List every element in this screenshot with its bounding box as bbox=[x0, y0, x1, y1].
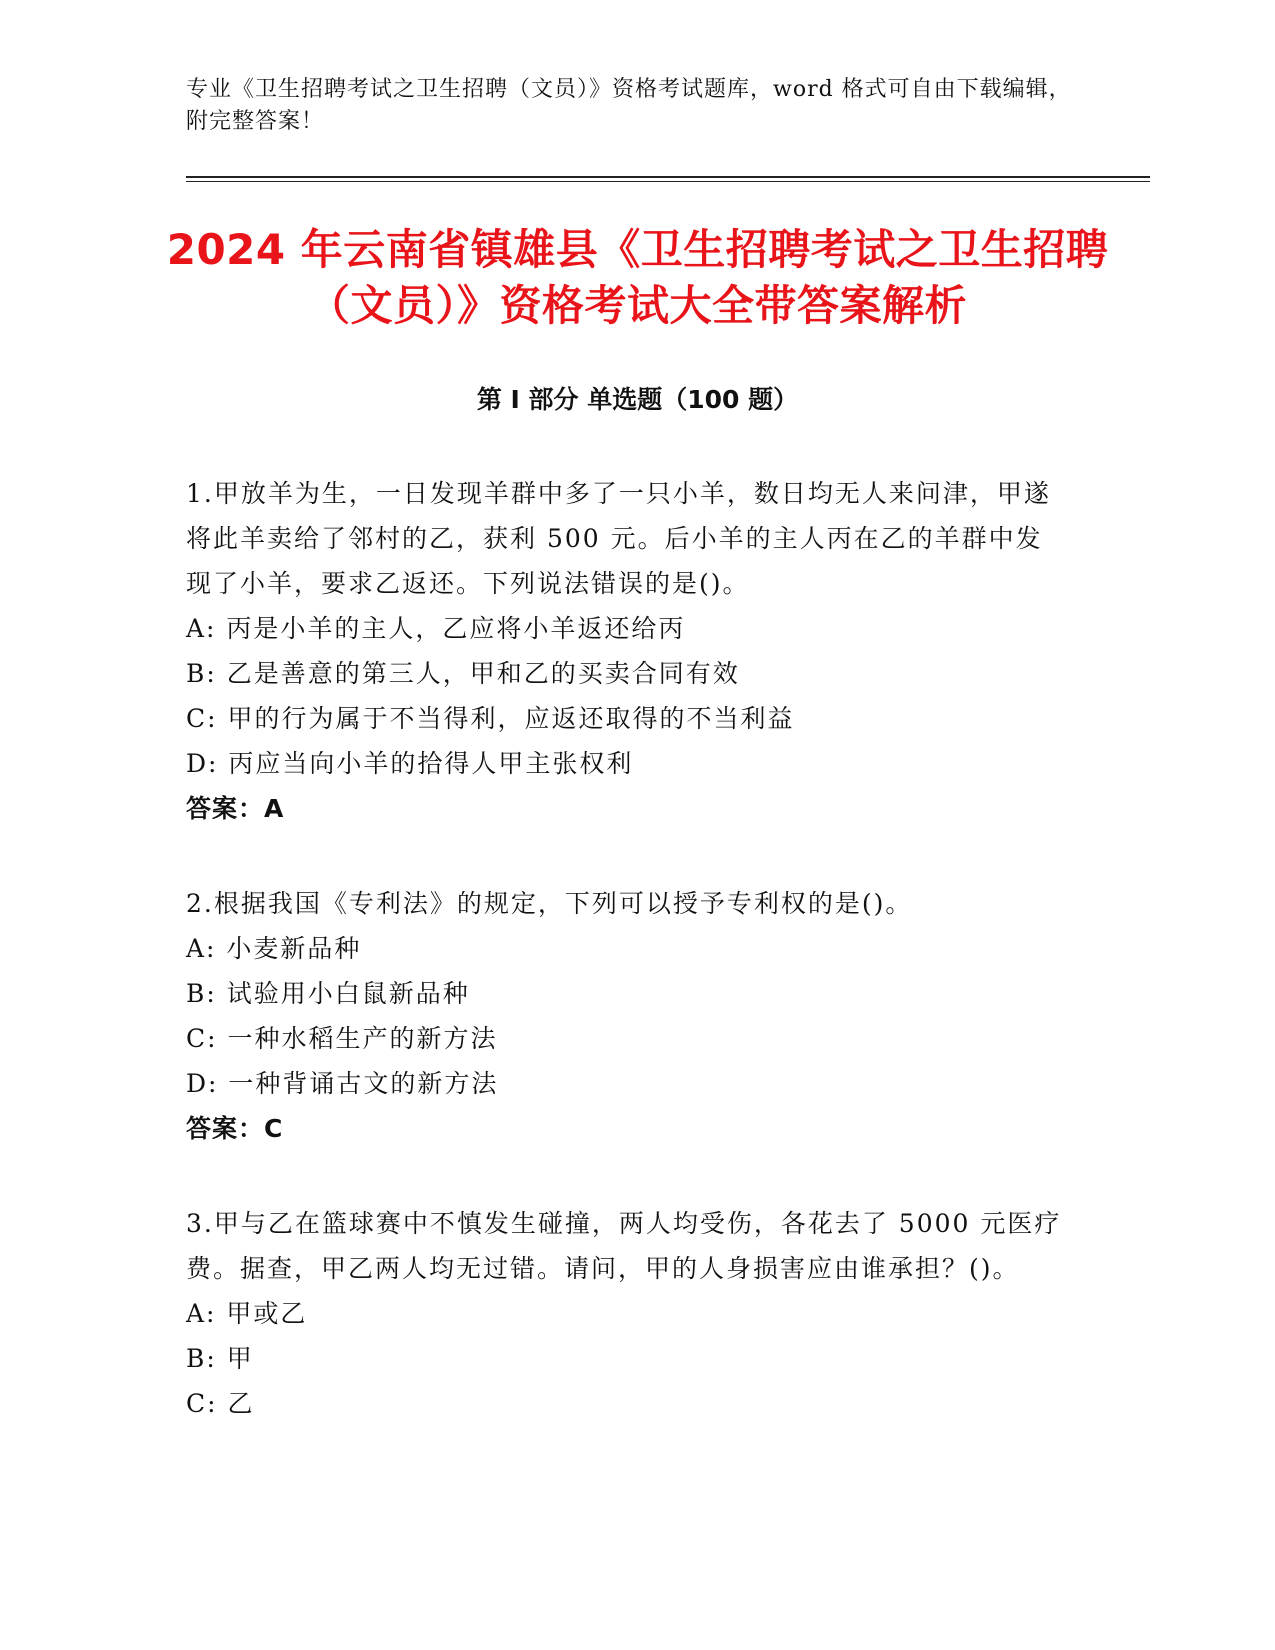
question-stem: 3.甲与乙在篮球赛中不慎发生碰撞，两人均受伤，各花去了 5000 元医疗费。据查，甲乙两人均无过错。请问，甲的人身损害应由谁承担？()。 bbox=[186, 1209, 1062, 1283]
header-note: 专业《卫生招聘考试之卫生招聘（文员）》资格考试题库，word 格式可自由下载编辑，附完整答案！ bbox=[186, 77, 1072, 134]
section-title: 第 I 部分 单选题（100 题） bbox=[476, 385, 799, 414]
question-stem: 2.根据我国《专利法》的规定，下列可以授予专利权的是()。 bbox=[186, 889, 913, 918]
option-a: A: 甲或乙 bbox=[186, 1299, 308, 1328]
document-title: 2024 年云南省镇雄县《卫生招聘考试之卫生招聘（文员）》资格考试大全带答案解析 bbox=[166, 225, 1109, 330]
option-a: A: 小麦新品种 bbox=[186, 934, 362, 963]
question-3 bbox=[186, 1201, 1066, 1426]
option-b: B: 乙是善意的第三人，甲和乙的买卖合同有效 bbox=[186, 659, 740, 688]
option-b: B: 甲 bbox=[186, 1344, 254, 1373]
option-b: B: 试验用小白鼠新品种 bbox=[186, 979, 470, 1008]
option-c: C: 乙 bbox=[186, 1389, 255, 1418]
question-list bbox=[186, 471, 1066, 1476]
header-divider bbox=[186, 176, 1150, 178]
option-a: A: 丙是小羊的主人，乙应将小羊返还给丙 bbox=[186, 614, 686, 643]
header-divider-thin bbox=[186, 181, 1150, 182]
option-c: C: 一种水稻生产的新方法 bbox=[186, 1024, 498, 1053]
option-c: C: 甲的行为属于不当得利，应返还取得的不当利益 bbox=[186, 704, 795, 733]
answer: 答案：A bbox=[186, 794, 285, 823]
option-d: D: 一种背诵古文的新方法 bbox=[186, 1069, 499, 1098]
question-stem: 1.甲放羊为生，一日发现羊群中多了一只小羊，数日均无人来问津，甲遂将此羊卖给了邻村的乙，获利 500 元。后小羊的主人丙在乙的羊群中发现了小羊，要求乙返还。下列说法错误的是()。 bbox=[186, 479, 1051, 598]
question-2 bbox=[186, 881, 1066, 1151]
option-d: D: 丙应当向小羊的拾得人甲主张权利 bbox=[186, 749, 634, 778]
answer: 答案：C bbox=[186, 1114, 284, 1143]
question-1 bbox=[186, 471, 1066, 831]
